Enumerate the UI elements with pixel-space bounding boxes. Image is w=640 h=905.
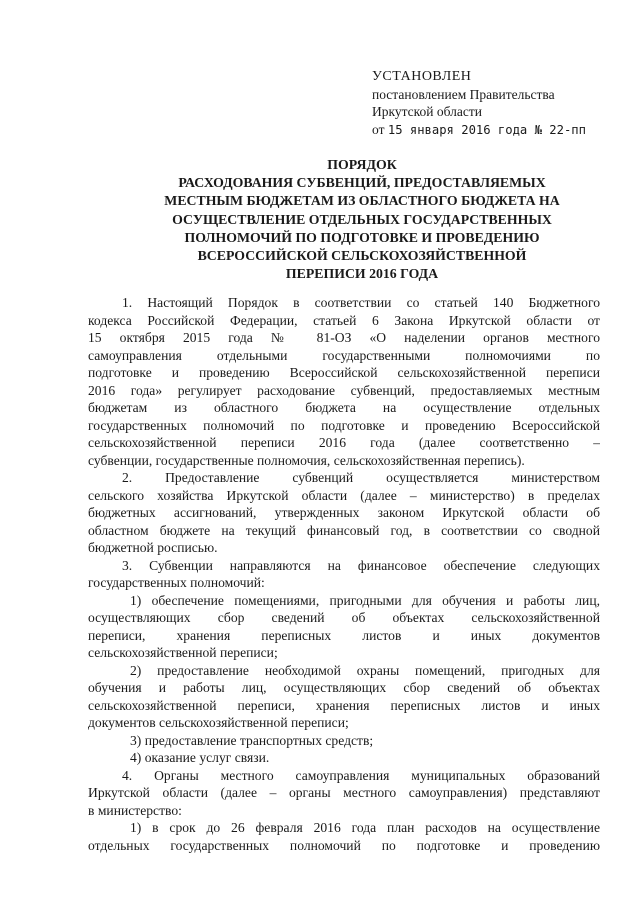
- body-line: 2016 года» регулирует расходование субвенций, предоставляемых местным: [88, 382, 600, 398]
- body-line: бюджетных ассигнований, утвержденных законом Иркутской области об: [88, 505, 600, 520]
- document-title: [90, 156, 634, 283]
- body-line: 4. Органы местного самоуправления муниципальных образований: [122, 767, 600, 783]
- body-line: самоуправления отдельными государственными полномочиями по: [88, 347, 600, 363]
- title-line: МЕСТНЫМ БЮДЖЕТАМ ИЗ ОБЛАСТНОГО БЮДЖЕТА НА: [164, 193, 560, 209]
- approval-date-prefix: от: [372, 121, 385, 137]
- body-line: государственных полномочий по подготовке и проведению Всероссийской: [88, 417, 600, 433]
- body-line: кодекса Российской Федерации, статьей 6 Закона Иркутской области от: [88, 312, 600, 328]
- body-line: документов сельскохозяйственной переписи;: [88, 715, 349, 730]
- title-line: ВСЕРОССИЙСКОЙ СЕЛЬСКОХОЗЯЙСТВЕННОЙ: [197, 248, 527, 264]
- body-line: областном бюджете на текущий финансовый год, в соответствии со сводной: [88, 522, 600, 538]
- body-line: государственных полномочий:: [88, 575, 265, 590]
- body-line: обучения и работы лиц, осуществляющих сбор сведений об объектах: [88, 680, 600, 695]
- body-line: в министерство:: [88, 802, 182, 818]
- title-line: ОСУЩЕСТВЛЕНИЕ ОТДЕЛЬНЫХ ГОСУДАРСТВЕННЫХ: [172, 211, 552, 227]
- body-line: подготовке и проведению Всероссийской сельскохозяйственной переписи: [88, 365, 600, 380]
- approval-heading: УСТАНОВЛЕН: [372, 69, 472, 84]
- body-line: 15 октября 2015 года № 81-ОЗ «О наделении органов местного: [88, 330, 600, 345]
- body-line: 1. Настоящий Порядок в соответствии со статьей 140 Бюджетного: [122, 295, 600, 310]
- title-line: РАСХОДОВАНИЯ СУБВЕНЦИЙ, ПРЕДОСТАВЛЯЕМЫХ: [178, 175, 546, 191]
- body-line: 3. Субвенции направляются на финансовое обеспечение следующих: [122, 557, 600, 573]
- approval-date-value: 15 января 2016 года № 22-пп: [387, 122, 586, 137]
- body-line: 2. Предоставление субвенций осуществляется министерством: [122, 470, 600, 485]
- body-line: бюджетам из областного бюджета на осуществление отдельных: [88, 400, 600, 415]
- body-line: Иркутской области (далее – органы местного самоуправления) представляют: [88, 785, 600, 800]
- body-line: сельскохозяйственной переписи 2016 года (далее соответственно –: [88, 435, 600, 450]
- body-line: сельскохозяйственной переписи;: [88, 645, 278, 660]
- body-line: сельского хозяйства Иркутской области (далее – министерство) в пределах: [88, 487, 600, 503]
- approval-line-2: Иркутской области: [372, 104, 483, 119]
- approval-line-1: постановлением Правительства: [372, 86, 555, 102]
- body-line: осуществляющих сбор сведений об объектах сельскохозяйственной: [88, 610, 600, 625]
- body-line: бюджетной росписью.: [88, 540, 218, 555]
- title-line: ПОРЯДОК: [327, 157, 397, 172]
- body-line: 3) предоставление транспортных средств;: [130, 732, 374, 748]
- body-line: 1) обеспечение помещениями, пригодными для обучения и работы лиц,: [130, 592, 600, 608]
- title-line: ПЕРЕПИСИ 2016 ГОДА: [285, 266, 439, 282]
- approval-date-line: [372, 121, 622, 140]
- body-line: 2) предоставление необходимой охраны помещений, пригодных для: [130, 662, 600, 678]
- title-line: ПОЛНОМОЧИЙ ПО ПОДГОТОВКЕ И ПРОВЕДЕНИЮ: [184, 229, 540, 245]
- body-line: отдельных государственных полномочий по подготовке и проведению: [88, 837, 600, 853]
- approval-stamp: [372, 68, 622, 139]
- body-line: 4) оказание услуг связи.: [130, 750, 270, 765]
- body-line: 1) в срок до 26 февраля 2016 года план расходов на осуществление: [130, 820, 600, 835]
- body-line: сельскохозяйственной переписи, хранения переписных листов и иных: [88, 697, 600, 713]
- body-line: субвенции, государственные полномочия, сельскохозяйственная перепись).: [88, 452, 525, 468]
- document-body: [88, 294, 600, 854]
- body-line: переписи, хранения переписных листов и иных документов: [88, 627, 600, 643]
